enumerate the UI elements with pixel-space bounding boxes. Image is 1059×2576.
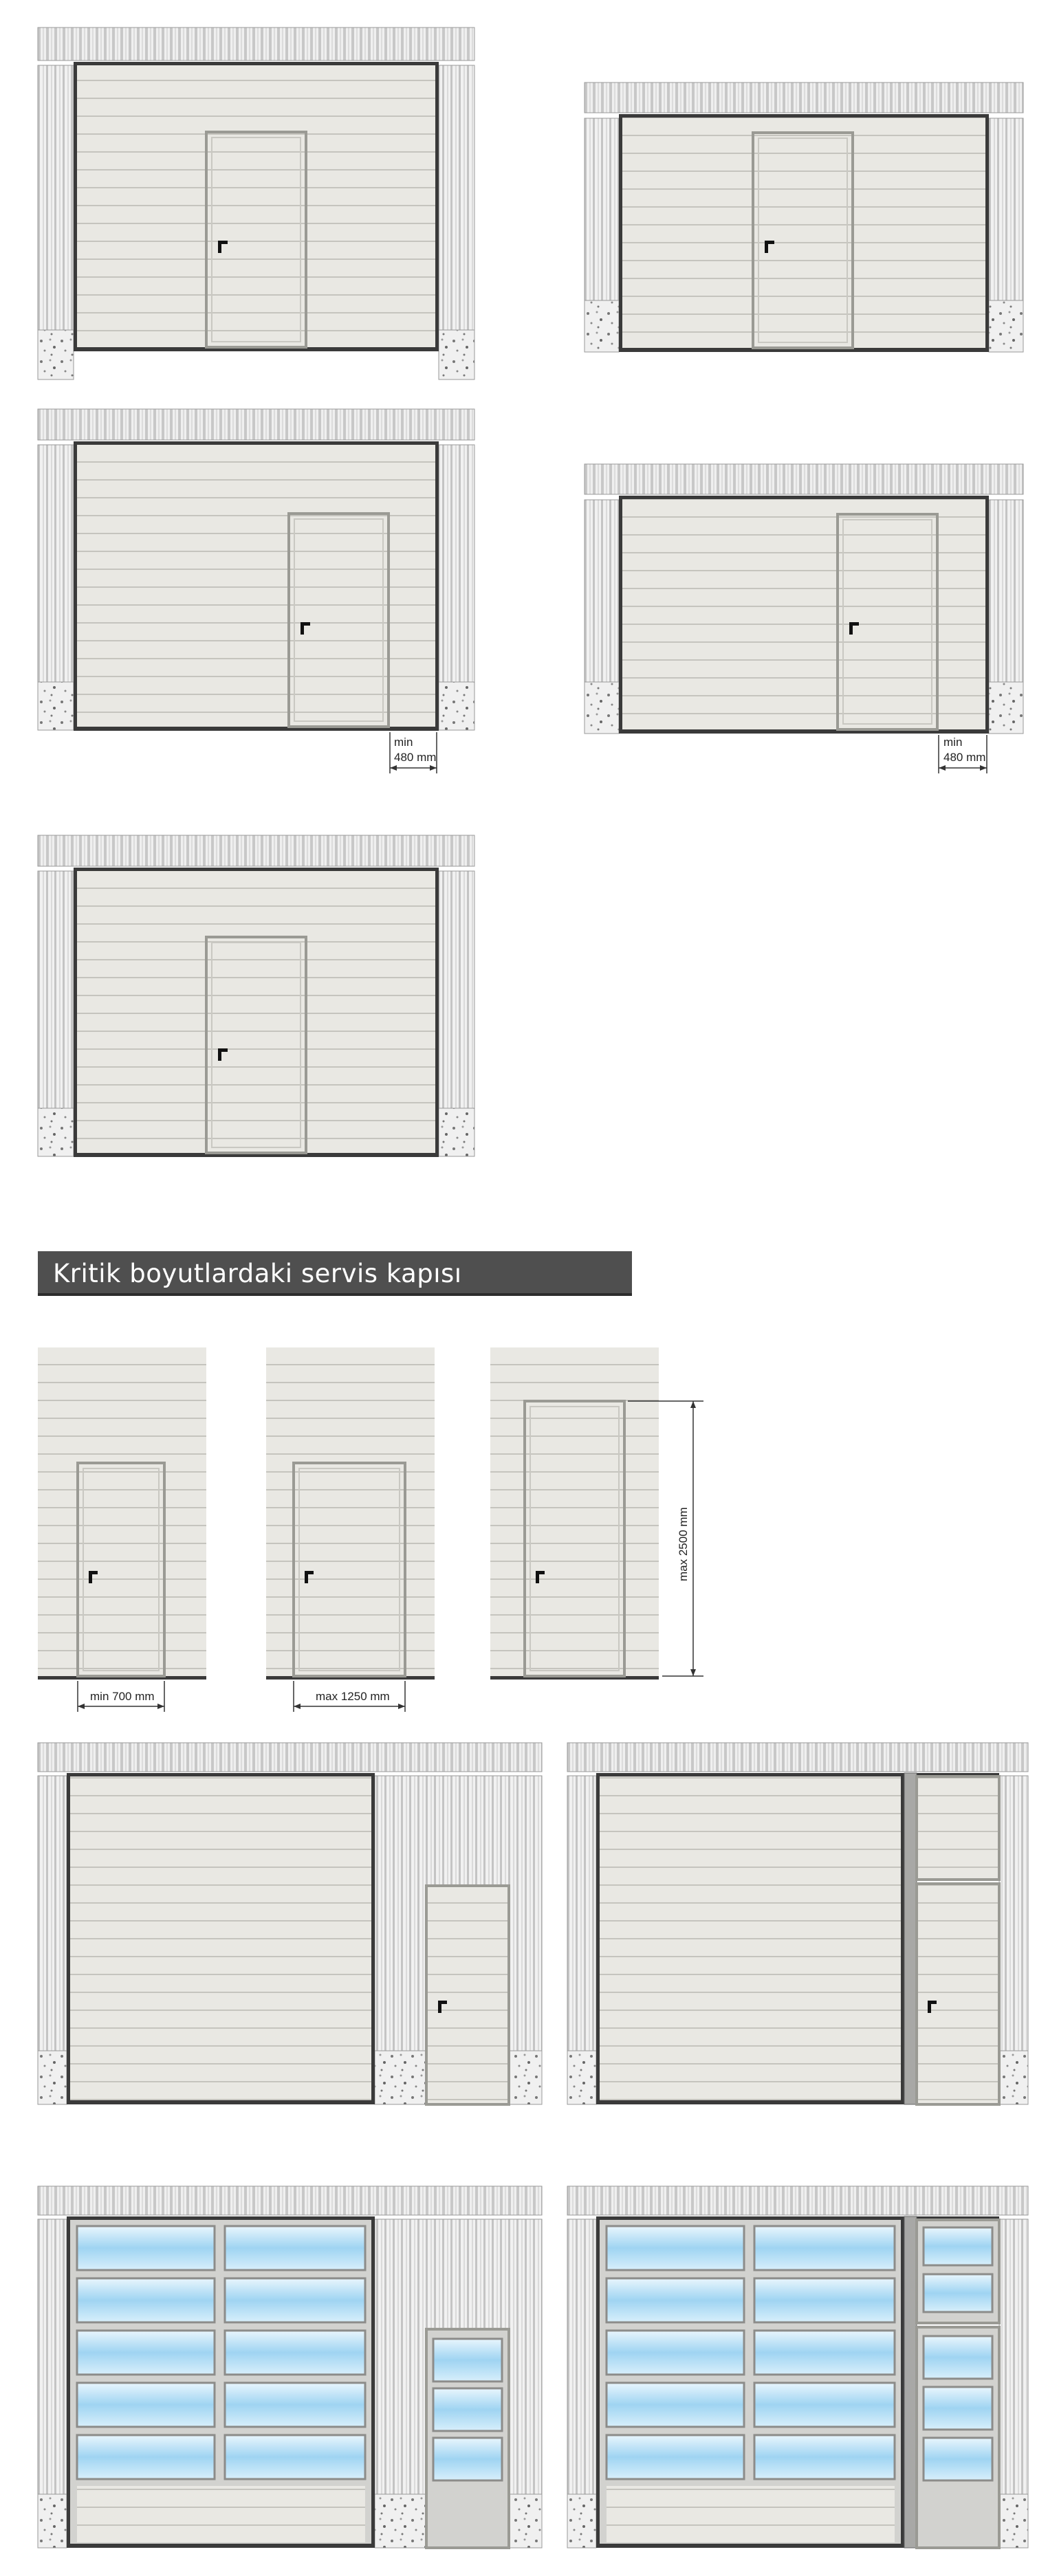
max-height-label: max 2500 mm [677, 1507, 690, 1581]
section-title-banner [38, 1251, 632, 1296]
door-diagram-1 [38, 27, 478, 354]
critical-door-min-width [38, 1347, 217, 1719]
min-label: min [394, 736, 413, 749]
min-width-label: min 700 mm [90, 1690, 155, 1703]
door-diagram-4 [585, 464, 1038, 787]
glazed-door-diagram-1 [38, 2186, 547, 2557]
min-480-label: 480 mm [943, 751, 986, 764]
section-title: Kritik boyutlardaki servis kapısı [53, 1259, 462, 1288]
min-480-label: 480 mm [394, 751, 437, 764]
door-diagram-2 [585, 82, 1025, 357]
critical-door-max-height [490, 1347, 710, 1691]
glazed-door-diagram-2 [567, 2186, 1035, 2557]
max-width-label: max 1250 mm [316, 1690, 390, 1703]
door-diagram-3 [38, 409, 492, 794]
side-door-diagram-2 [567, 1743, 1035, 2114]
wicket-door [206, 132, 306, 347]
side-door-diagram-1 [38, 1743, 547, 2114]
door-diagram-5 [38, 835, 478, 1165]
min-label: min [943, 736, 963, 749]
critical-door-max-width [266, 1347, 452, 1719]
corrugated-lintel [38, 27, 474, 60]
